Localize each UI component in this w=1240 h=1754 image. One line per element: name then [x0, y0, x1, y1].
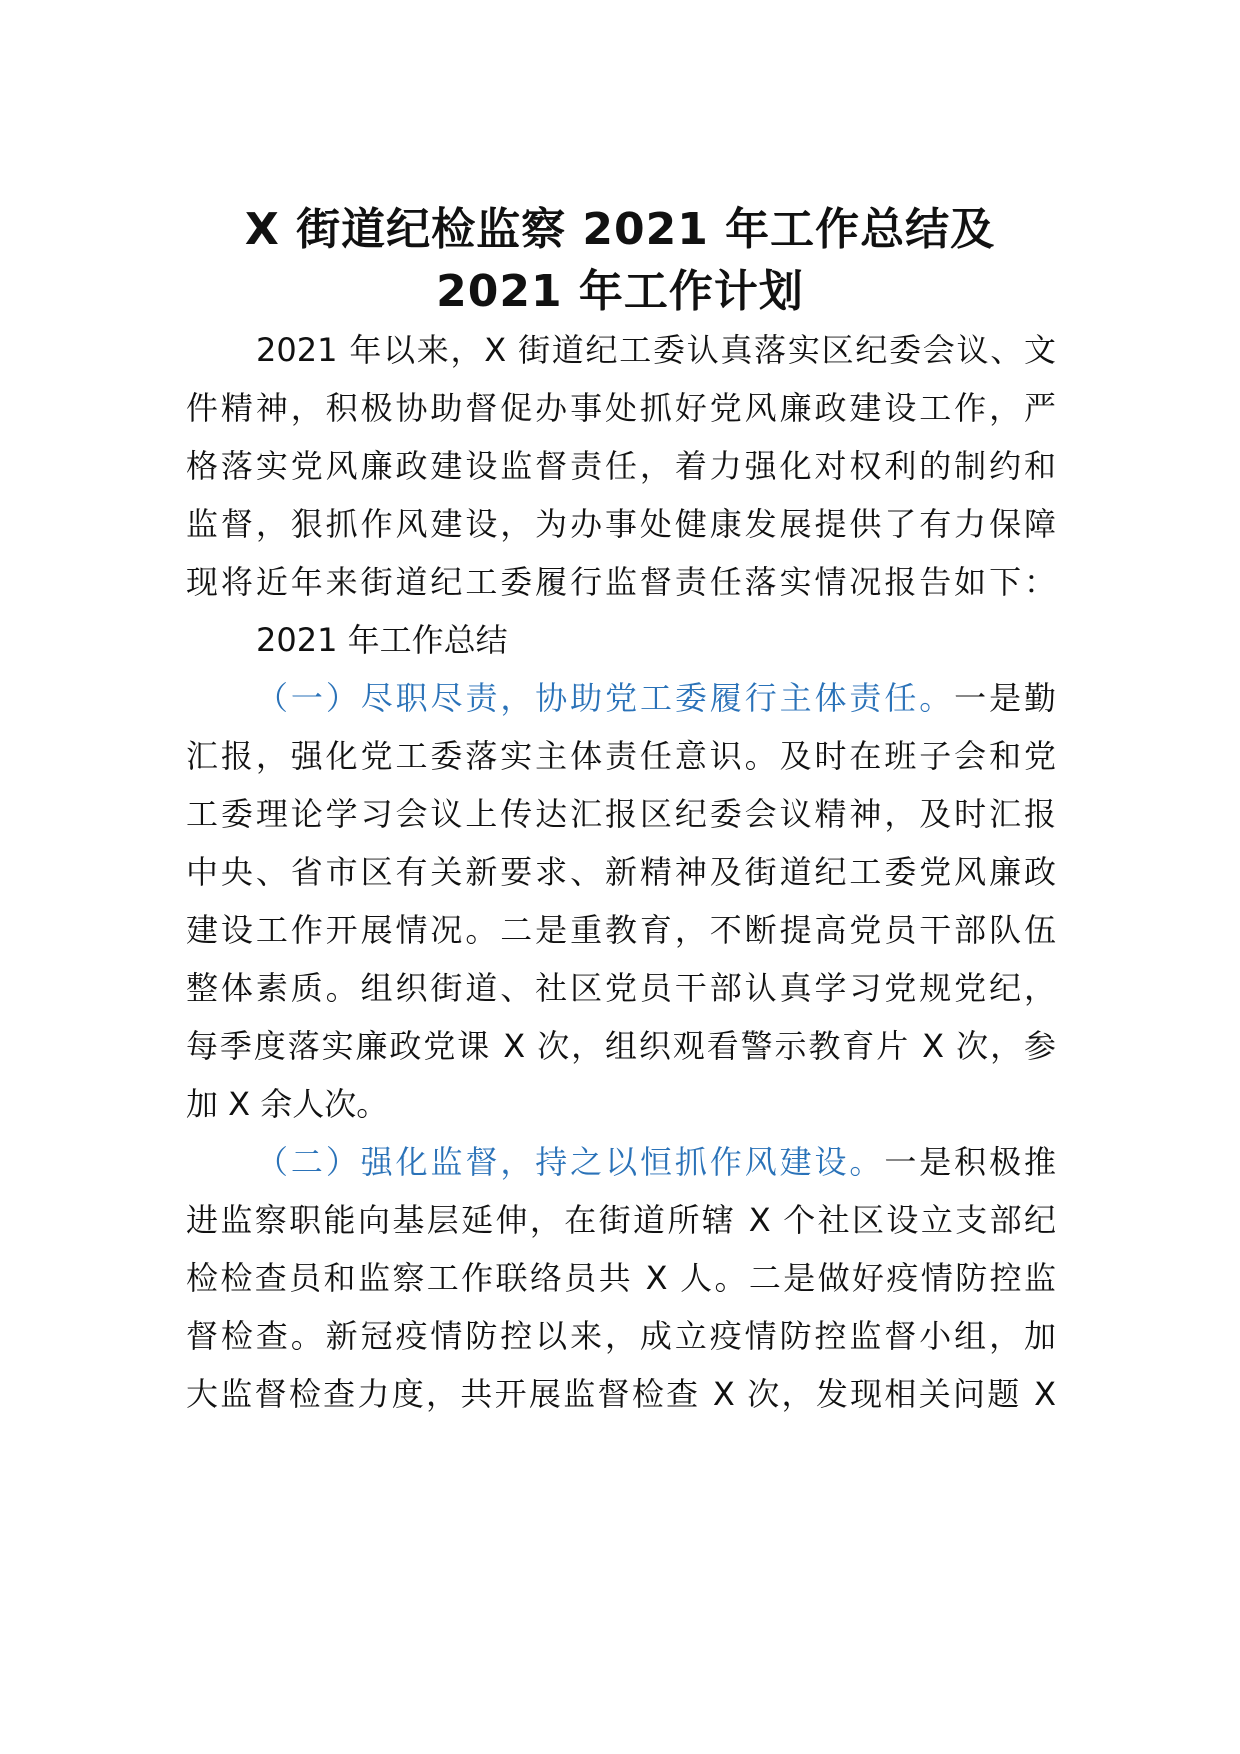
item2-line: 大监督检查力度，共开展监督检查 X 次，发现相关问题 X	[186, 1375, 1056, 1413]
item1-line: 每季度落实廉政党课 X 次，组织观看警示教育片 X 次，参	[186, 1027, 1056, 1065]
document-title-line-1: X 街道纪检监察 2021 年工作总结及	[244, 204, 996, 255]
item1-first-line-rest: 一是勤	[954, 679, 1056, 717]
item1-line: 整体素质。组织街道、社区党员干部认真学习党规党纪，	[186, 969, 1056, 1007]
intro-line: 监督，狠抓作风建设，为办事处健康发展提供了有力保障	[186, 505, 1056, 543]
section-heading: 2021 年工作总结	[256, 621, 508, 659]
item1-line: 汇报，强化党工委落实主体责任意识。及时在班子会和党	[186, 737, 1056, 775]
item1-first-line	[256, 678, 1056, 718]
item1-line: 加 X 余人次。	[186, 1085, 389, 1123]
item1-line: 建设工作开展情况。二是重教育，不断提高党员干部队伍	[186, 911, 1056, 949]
item1-line: 工委理论学习会议上传达汇报区纪委会议精神，及时汇报	[186, 795, 1056, 833]
intro-line: 件精神，积极协助督促办事处抓好党风廉政建设工作，严	[186, 389, 1056, 427]
intro-line: 现将近年来街道纪工委履行监督责任落实情况报告如下：	[186, 563, 1056, 601]
intro-line: 格落实党风廉政建设监督责任，着力强化对权利的制约和	[186, 447, 1056, 485]
item2-first-line	[256, 1142, 1056, 1182]
item2-first-line-rest: 一是积极推	[884, 1143, 1056, 1181]
item1-line: 中央、省市区有关新要求、新精神及街道纪工委党风廉政	[186, 853, 1056, 891]
item2-line: 督检查。新冠疫情防控以来，成立疫情防控监督小组，加	[186, 1317, 1056, 1355]
item2-heading: （二）强化监督，持之以恒抓作风建设。	[256, 1143, 885, 1181]
document-title-line-2: 2021 年工作计划	[436, 266, 804, 317]
item2-line: 检检查员和监察工作联络员共 X 人。二是做好疫情防控监	[186, 1259, 1056, 1297]
intro-line: 2021 年以来，X 街道纪工委认真落实区纪委会议、文	[256, 331, 1056, 369]
item1-heading: （一）尽职尽责，协助党工委履行主体责任。	[256, 679, 955, 717]
item2-line: 进监察职能向基层延伸，在街道所辖 X 个社区设立支部纪	[186, 1201, 1056, 1239]
